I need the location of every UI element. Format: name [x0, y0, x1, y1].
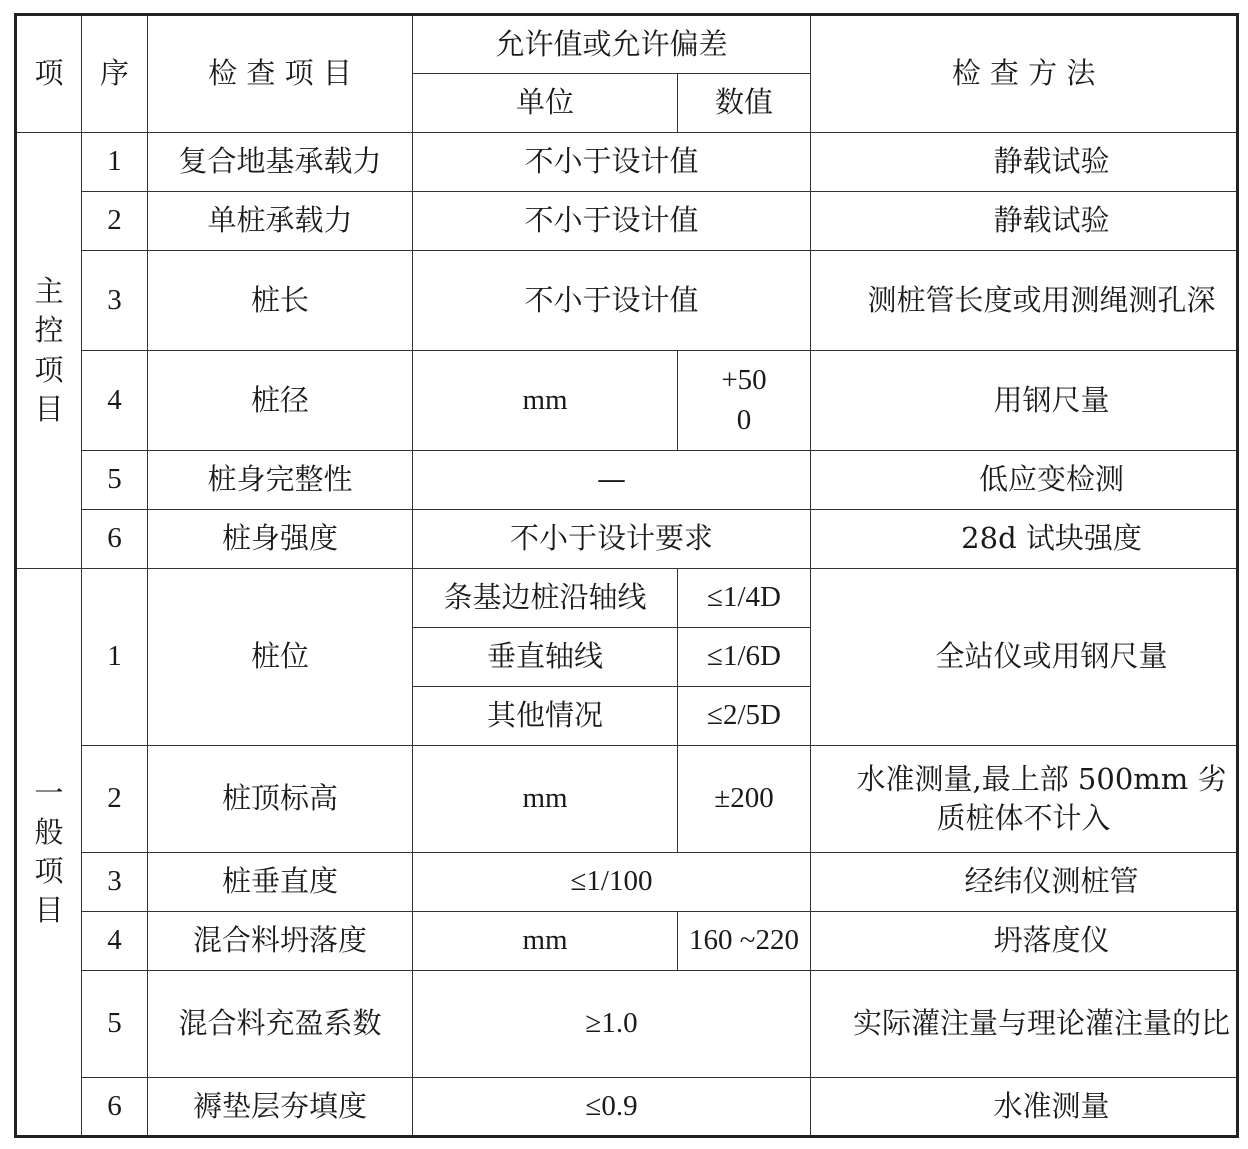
- method-cell: 静载试验: [811, 133, 1238, 192]
- check-item-cell: 桩顶标高: [148, 746, 413, 853]
- seq-cell: 4: [82, 912, 148, 971]
- allowance-cell: 不小于设计要求: [413, 510, 811, 569]
- table-row: [16, 971, 1238, 1078]
- unit-cell: mm: [413, 351, 678, 451]
- method-cell: 测桩管长度或用测绳测孔深: [811, 251, 1238, 351]
- header-unit: 单位: [413, 74, 678, 133]
- method-cell: 低应变检测: [811, 451, 1238, 510]
- table-row: [16, 912, 1238, 971]
- value-cell: ≤1/4D: [678, 569, 811, 628]
- seq-cell: 4: [82, 351, 148, 451]
- table-row: [16, 192, 1238, 251]
- check-item-cell: 桩身完整性: [148, 451, 413, 510]
- check-item-cell: 单桩承载力: [148, 192, 413, 251]
- check-item-cell: 混合料充盈系数: [148, 971, 413, 1078]
- method-cell: 水准测量: [811, 1078, 1238, 1137]
- table-row: [16, 746, 1238, 853]
- value-upper: +50: [721, 364, 767, 397]
- check-item-cell: 褥垫层夯填度: [148, 1078, 413, 1137]
- condition-cell: 条基边桩沿轴线: [413, 569, 678, 628]
- allowance-cell: 不小于设计值: [413, 251, 811, 351]
- condition-cell: 垂直轴线: [413, 628, 678, 687]
- seq-cell: 3: [82, 251, 148, 351]
- inspection-standard-table: [14, 13, 1239, 1138]
- seq-cell: 6: [82, 510, 148, 569]
- check-item-cell: 复合地基承载力: [148, 133, 413, 192]
- table-row: [16, 853, 1238, 912]
- value-cell: [678, 351, 811, 451]
- method-cell: 坍落度仪: [811, 912, 1238, 971]
- allowance-cell: 不小于设计值: [413, 133, 811, 192]
- seq-cell: 5: [82, 971, 148, 1078]
- check-item-cell: 桩身强度: [148, 510, 413, 569]
- method-cell: 用钢尺量: [811, 351, 1238, 451]
- allowance-cell: ≤1/100: [413, 853, 811, 912]
- table-row: [16, 451, 1238, 510]
- method-cell: 水准测量,最上部 500mm 劣质桩体不计入: [811, 746, 1238, 853]
- method-cell: 实际灌注量与理论灌注量的比: [811, 971, 1238, 1078]
- seq-cell: 2: [82, 746, 148, 853]
- seq-cell: 6: [82, 1078, 148, 1137]
- table-row: [16, 1078, 1238, 1137]
- seq-cell: 3: [82, 853, 148, 912]
- value-lower: 0: [736, 403, 752, 436]
- method-cell: 经纬仪测桩管: [811, 853, 1238, 912]
- check-item-cell: 混合料坍落度: [148, 912, 413, 971]
- allowance-cell: ≥1.0: [413, 971, 811, 1078]
- check-item-cell: 桩径: [148, 351, 413, 451]
- group-label-main: 主控项目: [16, 133, 82, 569]
- allowance-cell: ≤0.9: [413, 1078, 811, 1137]
- group-label-general: 一般项目: [16, 569, 82, 1137]
- value-cell: ±200: [678, 746, 811, 853]
- seq-cell: 1: [82, 133, 148, 192]
- seq-cell: 2: [82, 192, 148, 251]
- header-row-1: [16, 15, 1238, 74]
- table-row: [16, 351, 1238, 451]
- table-row: [16, 251, 1238, 351]
- allowance-cell: 不小于设计值: [413, 192, 811, 251]
- check-item-cell: 桩长: [148, 251, 413, 351]
- allowance-cell: —: [413, 451, 811, 510]
- header-method: 检 查 方 法: [811, 15, 1238, 133]
- header-item: 项: [16, 15, 82, 133]
- header-check-item: 检 查 项 目: [148, 15, 413, 133]
- method-cell: 静载试验: [811, 192, 1238, 251]
- condition-cell: 其他情况: [413, 687, 678, 746]
- header-seq: 序: [82, 15, 148, 133]
- unit-cell: mm: [413, 912, 678, 971]
- unit-cell: mm: [413, 746, 678, 853]
- table-row: [16, 133, 1238, 192]
- value-cell: 160 ~220: [678, 912, 811, 971]
- value-cell: ≤1/6D: [678, 628, 811, 687]
- table-row: [16, 569, 1238, 628]
- seq-cell: 5: [82, 451, 148, 510]
- check-item-cell: 桩垂直度: [148, 853, 413, 912]
- method-cell: 28d 试块强度: [811, 510, 1238, 569]
- check-item-cell: 桩位: [148, 569, 413, 746]
- value-cell: ≤2/5D: [678, 687, 811, 746]
- table-row: [16, 510, 1238, 569]
- header-value: 数值: [678, 74, 811, 133]
- method-cell: 全站仪或用钢尺量: [811, 569, 1238, 746]
- header-allowance: 允许值或允许偏差: [413, 15, 811, 74]
- seq-cell: 1: [82, 569, 148, 746]
